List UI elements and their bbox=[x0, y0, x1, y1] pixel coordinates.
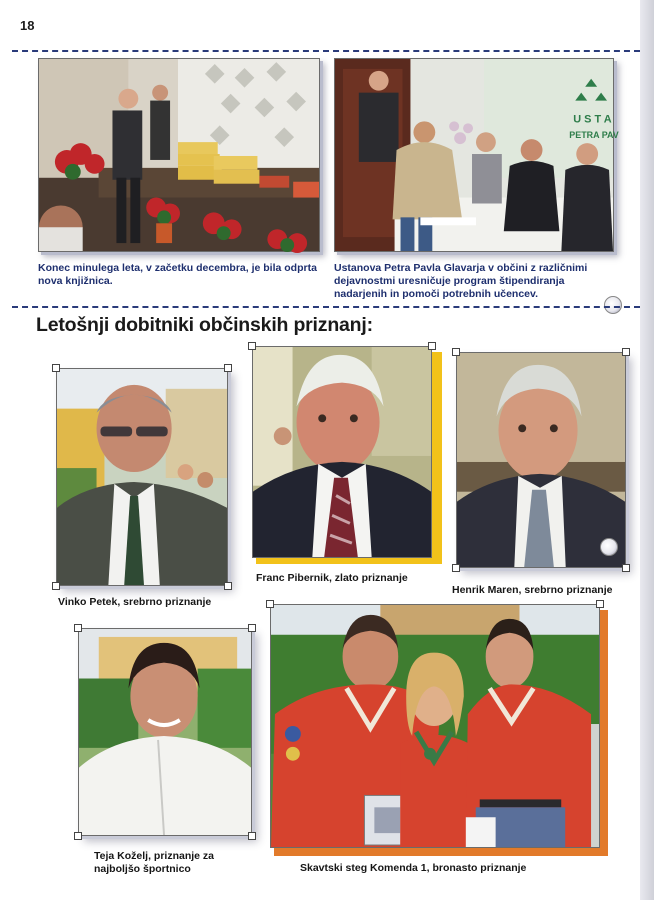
foundation-signing-photo bbox=[334, 58, 619, 252]
page-edge bbox=[640, 0, 654, 900]
frame-corner bbox=[452, 348, 460, 356]
library-opening-photo bbox=[38, 58, 320, 252]
laureate-photo-scouts-komenda bbox=[270, 604, 600, 848]
laureate-caption-vinko-petek: Vinko Petek, srebrno priznanje bbox=[58, 596, 212, 608]
laureate-photo-franc-pibernik bbox=[252, 346, 432, 558]
foundation-sign-line2: PETRA PAV bbox=[569, 130, 619, 141]
frame-corner bbox=[224, 364, 232, 372]
laureate-photo-henrik-maren bbox=[456, 352, 626, 568]
frame-corner bbox=[74, 832, 82, 840]
frame-corner bbox=[248, 624, 256, 632]
laureate-caption-teja-kozelj bbox=[94, 850, 274, 876]
frame-corner bbox=[428, 342, 436, 350]
laureate-caption-henrik-maren: Henrik Maren, srebrno priznanje bbox=[452, 584, 613, 596]
frame-corner bbox=[596, 600, 604, 608]
frame-corner bbox=[248, 832, 256, 840]
frame-corner bbox=[224, 582, 232, 590]
laureate-photo-teja-kozelj bbox=[78, 628, 252, 836]
laureate-caption-scouts-komenda: Skavtski steg Komenda 1, bronasto priznanje bbox=[300, 862, 527, 874]
teja-caption-line2: najboljšo športnico bbox=[94, 863, 191, 875]
binder-hole-bottom bbox=[600, 538, 618, 556]
foundation-signing-caption: Ustanova Petra Pavla Glavarja v občini z različnimi dejavnostmi uresničuje program štipendiranja nadarjenih in pomoči potrebnih učencev. bbox=[334, 262, 588, 300]
top-divider bbox=[12, 50, 640, 52]
laureate-photo-vinko-petek bbox=[56, 368, 228, 586]
page-number: 18 bbox=[20, 18, 35, 33]
frame-corner bbox=[52, 582, 60, 590]
middle-divider bbox=[12, 306, 640, 308]
frame-corner bbox=[622, 348, 630, 356]
awards-heading: Letošnji dobitniki občinskih priznanj: bbox=[36, 314, 373, 336]
frame-corner bbox=[452, 564, 460, 572]
teja-caption-line1: Teja Koželj, priznanje za bbox=[94, 850, 215, 862]
frame-corner bbox=[52, 364, 60, 372]
library-opening-caption: Konec minulega leta, v začetku decembra, je bila odprta nova knjižnica. bbox=[38, 262, 317, 287]
frame-corner bbox=[74, 624, 82, 632]
binder-hole-top bbox=[604, 296, 622, 314]
laureate-caption-franc-pibernik: Franc Pibernik, zlato priznanje bbox=[256, 572, 408, 584]
frame-corner bbox=[248, 342, 256, 350]
frame-corner bbox=[622, 564, 630, 572]
foundation-sign-line1: U S T A bbox=[573, 113, 612, 126]
frame-corner bbox=[266, 600, 274, 608]
